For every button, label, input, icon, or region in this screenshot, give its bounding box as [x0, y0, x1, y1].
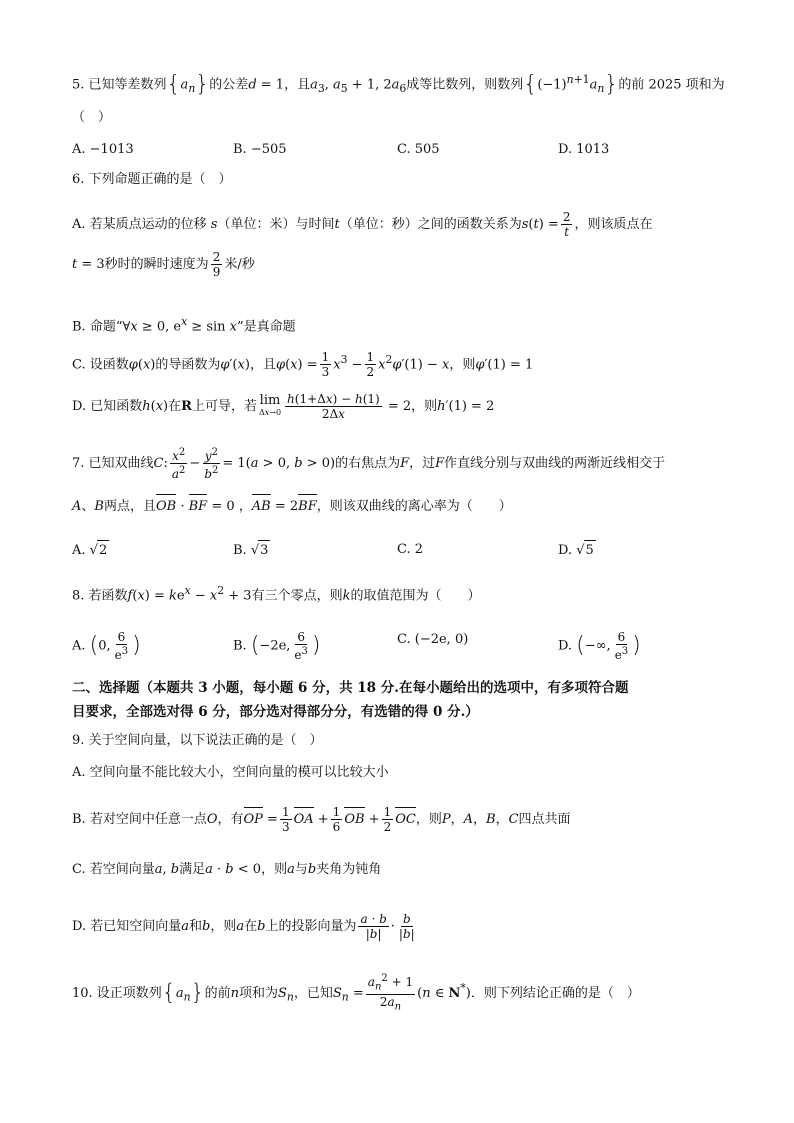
q10-text-4: ，已知	[293, 985, 333, 1001]
q9-b-text-2: ，有	[217, 812, 244, 827]
q5-text-2: 的公差	[209, 77, 249, 93]
q8-c-label: C.	[397, 632, 411, 647]
q5-option-c: C. 505	[397, 142, 440, 157]
q9-c-text-3: ，则	[261, 862, 288, 877]
q9-option-a: A. 空间向量不能比较大小，空间向量的模可以比较大小	[72, 765, 389, 780]
q7-a-label: A.	[72, 543, 86, 558]
q6-c-text-2: 的导函数为	[155, 357, 221, 373]
q9-d-text-4: 在	[244, 919, 258, 934]
q7-text-1: 7. 已知双曲线	[72, 456, 154, 471]
q10-stem: 10. 设正项数列$\{a_n\}$的前n项和为$S_n$，已知$S_n$ = $\frac{a_n^2 + 1}{2a_n}$ (n ∈ N*)．则下列结论正确的是（ ）	[72, 973, 640, 1013]
q7-b-label: B.	[233, 543, 247, 558]
q7-text-2: 的右焦点为	[335, 456, 401, 471]
q6-d-text-2: 在	[168, 399, 182, 414]
q9-d-text-5: 上的投影向量为	[265, 919, 357, 934]
q5-stem: 5. 已知等差数列$\{a_n\}$的公差d = 1，且$a_3$, $a_5 + 1$, $2a_6$成等比数列，则数列$\{(-1)^{n+1}a_n\}$的前 2025 项和为	[72, 71, 725, 97]
q6-b-text-2: ”是真命题	[237, 319, 296, 335]
q8-d-label: D.	[558, 638, 573, 654]
q6-a-text-3: （单位：秒）之间的函数关系为	[339, 217, 522, 232]
q9-d-text-1: D. 若已知空间向量	[72, 919, 182, 934]
q8-text-1: 8. 若函数	[72, 588, 128, 604]
q6-a-text-1: A. 若某质点运动的位移	[72, 217, 207, 232]
q5-option-b: B. −505	[233, 142, 287, 157]
q9-b-text-1: B. 若对空间中任意一点	[72, 812, 207, 827]
q9-stem: 9. 关于空间向量，以下说法正确的是（ ）	[72, 733, 323, 748]
q10-text-3: 项和为	[238, 985, 278, 1001]
q6-a-text-4: ，则该质点在	[574, 217, 653, 232]
q8-option-b: B. (−2e, $\frac{6}{e^3}$ )	[233, 630, 321, 662]
q8-a-label: A.	[72, 638, 86, 654]
q9-c-text-5: 夹角为钝角	[316, 862, 382, 877]
q8-text-2: 有三个零点，则	[251, 588, 343, 604]
q8-option-d: D. (−∞, $\frac{6}{e^3}$ )	[558, 630, 641, 662]
q6-d-text-1: D. 已知函数	[72, 399, 143, 414]
q9-c-text-1: C. 若空间向量	[72, 862, 155, 877]
q6-a-text-5: 秒时的瞬时速度为	[104, 257, 209, 272]
q7-d-label: D.	[558, 543, 573, 558]
q7-text-4: 作直线分别与双曲线的两渐近线相交于	[444, 456, 666, 471]
q8-stem: 8. 若函数$f(x) = ke^x - x^2 + 3$有三个零点，则k的取值范围为（ ）	[72, 584, 481, 604]
q6-option-b: B. 命题“∀x ≥ 0, $e^x \ge \sin x$”是真命题	[72, 315, 296, 335]
q5-option-a: A. −1013	[72, 142, 134, 157]
q6-option-c: C. 设函数φ(x)的导函数为φ′(x)，且φ(x) = $\frac{1}{3}$ $x^3$ − $\frac{1}{2}$ $x^2\varphi'(1) - x$，则φ′(1) = 1	[72, 350, 534, 380]
q7-option-d: D. √5	[558, 540, 596, 561]
q5-text-1: 5. 已知等差数列	[72, 77, 167, 93]
q6-b-text-1: B. 命题“	[72, 319, 123, 335]
q6-option-a-line1: A. 若某质点运动的位移 s（单位：米）与时间t（单位：秒）之间的函数关系为s(t) = $\frac{2}{t}$ ，则该质点在	[72, 210, 653, 239]
q9-b-text-3: ，则	[415, 812, 442, 827]
q8-b-label: B.	[233, 638, 247, 654]
q7-text-3: ，过	[409, 456, 436, 471]
q6-option-a-line2: t = 3秒时的瞬时速度为 $\frac{2}{9}$ 米/秒	[72, 250, 255, 279]
q6-c-text-3: ，且	[249, 357, 276, 373]
q5-paren: （ ）	[72, 110, 112, 125]
q6-option-d: D. 已知函数h(x)在R上可导，若 lim Δx→0 $\frac{h(1+\Delta x) - h(1)}{2\Delta x}$ = 2，则h′(1) = 2	[72, 392, 495, 421]
q9-option-c: C. 若空间向量a, b满足a · b < 0，则a与b夹角为钝角	[72, 862, 382, 877]
q8-option-c: C. (−2e, 0)	[397, 632, 469, 647]
q10-text-1: 10. 设正项数列	[72, 985, 162, 1001]
q9-option-b: B. 若对空间中任意一点O，有OP = $\frac{1}{3}$ OA + $\frac{1}{6}$ OB + $\frac{1}{2}$ OC，则P，A，B，C四点共面	[72, 805, 571, 834]
q10-text-5: ．则下列结论正确的是（ ）	[470, 985, 640, 1001]
q6-c-text-4: ，则	[449, 357, 476, 373]
q7-stem-line2: A、B两点，且OB · BF = 0 ，AB = 2BF，则该双曲线的离心率为（ ）	[72, 497, 512, 517]
q7-option-a: A. √2	[72, 540, 109, 561]
q7-text-5: 两点，且	[103, 499, 156, 514]
q6-d-text-3: 上可导，若	[191, 399, 257, 414]
q5-option-d: D. 1013	[558, 142, 610, 157]
q5-text-5: 的前 2025 项和为	[618, 77, 725, 93]
section-heading-line1: 二、选择题（本题共 3 小题，每小题 6 分，共 18 分.在每小题给出的选项中，有多项符合题	[72, 680, 629, 696]
q9-c-text-2: 满足	[179, 862, 206, 877]
q8-text-3: 的取值范围为（ ）	[350, 588, 481, 604]
q7-option-b: B. √3	[233, 540, 270, 561]
section-heading-line2: 目要求，全部选对得 6 分，部分选对得部分分，有选错的得 0 分.）	[72, 704, 479, 720]
q6-a-text-2: （单位：米）与时间	[217, 217, 335, 232]
q9-d-text-2: 和	[189, 919, 203, 934]
q9-c-text-4: 与	[294, 862, 308, 877]
q9-d-text-3: ，则	[210, 919, 237, 934]
q5-text-3: ，且	[284, 77, 311, 93]
q5-text-4: 成等比数列，则数列	[406, 77, 524, 93]
q6-d-text-4: ，则	[411, 399, 438, 414]
q7-stem-line1: 7. 已知双曲线C: $\frac{x^2}{a^2}$ − $\frac{y^2}{b^2}$ = 1(a > 0, b > 0)的右焦点为F，过F作直线分别与双曲线的两渐近线相交于	[72, 447, 666, 481]
q9-option-d: D. 若已知空间向量a和b，则a在b上的投影向量为 $\frac{a \cdot b}{|b|}$ · $\frac{b}{|b|}$	[72, 912, 415, 941]
q6-a-text-6: 米/秒	[224, 257, 255, 272]
q6-stem: 6. 下列命题正确的是（ ）	[72, 172, 232, 187]
q8-option-a: A. (0, $\frac{6}{e^3}$ )	[72, 630, 141, 662]
q10-text-2: 的前	[204, 985, 231, 1001]
q7-option-c: C. 2	[397, 542, 424, 557]
q6-c-text-1: C. 设函数	[72, 357, 129, 373]
q9-b-text-4: 四点共面	[518, 812, 571, 827]
q7-text-6: ，则该双曲线的离心率为（ ）	[316, 499, 512, 514]
